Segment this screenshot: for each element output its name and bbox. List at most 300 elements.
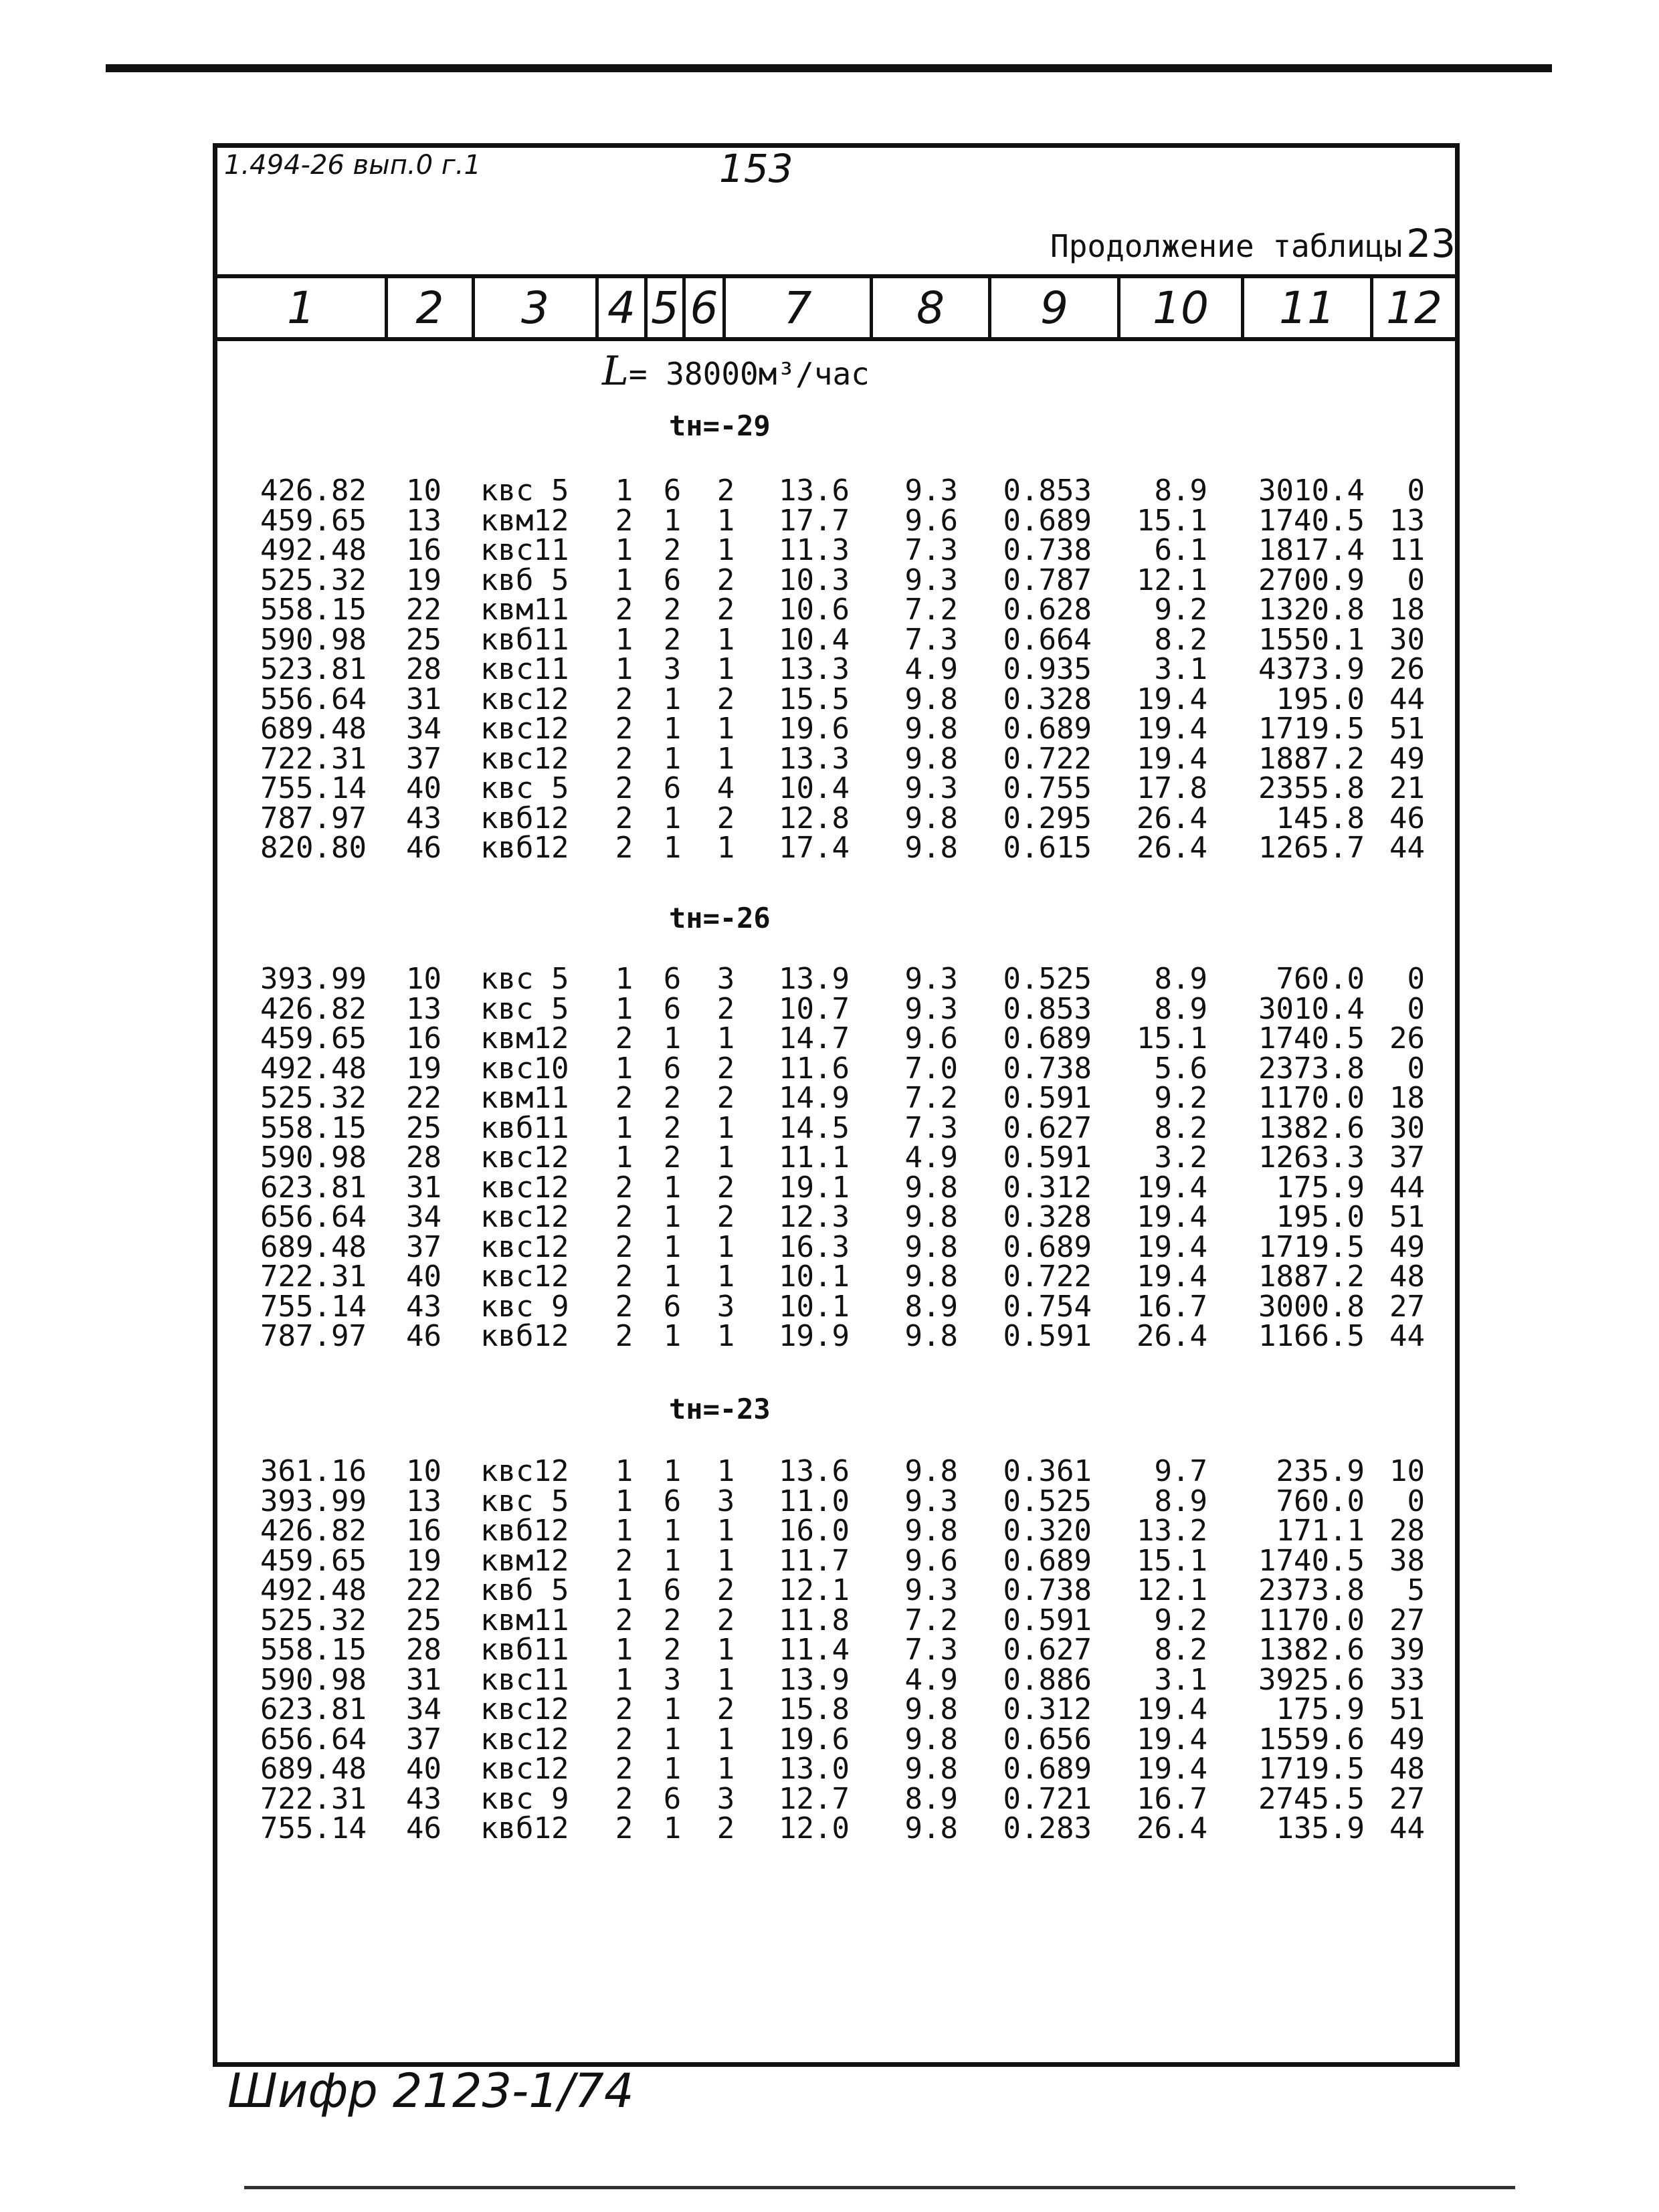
table-cell-col11: 1740.5 (1258, 503, 1365, 538)
table-cell-col4: 2 (615, 1811, 633, 1845)
table-cell-col1: 492.48 (260, 1051, 367, 1086)
table-cell-col5: 6 (663, 1051, 682, 1086)
table-cell-col4: 2 (615, 1200, 633, 1234)
table-cell-col3: квс12 (480, 741, 569, 776)
flow-symbol: L (602, 348, 629, 395)
table-cell-col12: 26 (1389, 1021, 1425, 1055)
table-cell-col6: 2 (716, 991, 735, 1026)
table-cell-col3: квб12 (480, 1319, 569, 1353)
table-cell-col9: 0.328 (1003, 682, 1092, 716)
table-cell-col9: 0.312 (1003, 1692, 1092, 1726)
table-cell-col2: 16 (406, 1514, 442, 1548)
table-cell-col7: 12.0 (779, 1811, 850, 1845)
table-cell-col10: 15.1 (1137, 503, 1207, 538)
table-cell-col7: 11.3 (779, 533, 850, 567)
table-cell-col8: 9.8 (904, 712, 958, 746)
table-cell-col10: 9.2 (1154, 593, 1207, 627)
table-cell-col8: 9.8 (904, 1811, 958, 1845)
table-cell-col3: квс12 (480, 1752, 569, 1786)
table-cell-col6: 1 (716, 741, 735, 776)
table-cell-col11: 1887.2 (1258, 741, 1365, 776)
table-cell-col10: 8.9 (1154, 991, 1207, 1026)
table-cell-col3: квс 5 (480, 991, 569, 1026)
table-cell-col8: 9.3 (904, 1573, 958, 1607)
table-cell-col1: 393.99 (260, 962, 367, 996)
table-cell-col2: 25 (406, 622, 442, 657)
table-cell-col7: 12.3 (779, 1200, 850, 1234)
table-cell-col11: 1170.0 (1258, 1081, 1365, 1115)
table-cell-col12: 37 (1389, 1140, 1425, 1175)
table-row (0, 1110, 1659, 1145)
table-cell-col4: 2 (615, 1229, 633, 1264)
table-cell-col3: квб11 (480, 622, 569, 657)
table-cell-col10: 16.7 (1137, 1289, 1207, 1324)
footer-cipher: Шифр 2123-1/74 (227, 2064, 634, 2118)
table-cell-col2: 16 (406, 1021, 442, 1055)
section-title: tн=-23 (669, 1393, 771, 1425)
table-cell-col3: квс12 (480, 1140, 569, 1175)
table-cell-col6: 3 (716, 1781, 735, 1816)
table-cell-col8: 7.2 (904, 1603, 958, 1637)
table-row (0, 1754, 1659, 1785)
table-cell-col12: 30 (1389, 1110, 1425, 1145)
table-cell-col2: 43 (406, 1289, 442, 1324)
table-cell-col10: 26.4 (1137, 801, 1207, 835)
table-cell-col5: 1 (663, 1200, 682, 1234)
table-cell-col11: 1170.0 (1258, 1603, 1365, 1637)
table-cell-col12: 51 (1389, 1692, 1425, 1726)
table-cell-col12: 46 (1389, 801, 1425, 835)
table-cell-col10: 19.4 (1137, 1260, 1207, 1294)
table-cell-col9: 0.283 (1003, 1811, 1092, 1845)
table-cell-col10: 19.4 (1137, 1200, 1207, 1234)
table-cell-col12: 44 (1389, 1811, 1425, 1845)
table-cell-col2: 22 (406, 1081, 442, 1115)
table-cell-col4: 1 (615, 1633, 633, 1667)
table-cell-col5: 1 (663, 1319, 682, 1353)
section-rows (0, 1454, 1659, 1845)
table-cell-col1: 525.32 (260, 1603, 367, 1637)
table-cell-col7: 12.8 (779, 801, 850, 835)
table-cell-col8: 8.9 (904, 1781, 958, 1816)
table-cell-col3: квс12 (480, 682, 569, 716)
table-cell-col9: 0.689 (1003, 503, 1092, 538)
table-cell-col7: 10.1 (779, 1260, 850, 1294)
table-cell-col6: 2 (716, 593, 735, 627)
table-cell-col9: 0.738 (1003, 1573, 1092, 1607)
table-cell-col1: 459.65 (260, 1543, 367, 1578)
table-cell-col8: 9.6 (904, 1021, 958, 1055)
table-cell-col11: 1719.5 (1258, 1752, 1365, 1786)
table-row (0, 1692, 1659, 1726)
section-rows (0, 476, 1659, 864)
table-cell-col4: 2 (615, 682, 633, 716)
table-row (0, 1722, 1659, 1756)
table-cell-col6: 2 (716, 1170, 735, 1205)
table-cell-col2: 28 (406, 652, 442, 686)
table-cell-col6: 1 (716, 1110, 735, 1145)
table-cell-col8: 7.3 (904, 1633, 958, 1667)
table-row (0, 1170, 1659, 1205)
table-row (0, 563, 1659, 597)
table-cell-col1: 656.64 (260, 1200, 367, 1234)
table-cell-col3: квс12 (480, 1722, 569, 1756)
table-cell-col6: 1 (716, 1722, 735, 1756)
table-cell-col12: 0 (1407, 1051, 1425, 1086)
table-cell-col4: 2 (615, 1752, 633, 1786)
column-header-1: 1 (217, 278, 388, 337)
table-cell-col1: 492.48 (260, 533, 367, 567)
table-cell-col11: 1265.7 (1258, 831, 1365, 865)
table-cell-col11: 1740.5 (1258, 1021, 1365, 1055)
table-cell-col6: 1 (716, 1140, 735, 1175)
table-cell-col4: 1 (615, 563, 633, 597)
table-cell-col9: 0.689 (1003, 1543, 1092, 1578)
table-cell-col3: квс12 (480, 1229, 569, 1264)
table-cell-col5: 2 (663, 533, 682, 567)
table-cell-col1: 722.31 (260, 741, 367, 776)
table-cell-col9: 0.935 (1003, 652, 1092, 686)
table-cell-col3: квс12 (480, 1200, 569, 1234)
table-cell-col5: 6 (663, 1573, 682, 1607)
table-cell-col11: 195.0 (1276, 1200, 1365, 1234)
table-cell-col2: 31 (406, 682, 442, 716)
table-cell-col6: 2 (716, 563, 735, 597)
table-cell-col1: 556.64 (260, 682, 367, 716)
table-row (0, 1781, 1659, 1816)
table-cell-col4: 1 (615, 533, 633, 567)
table-cell-col8: 9.6 (904, 1543, 958, 1578)
table-cell-col5: 1 (663, 682, 682, 716)
table-cell-col12: 33 (1389, 1662, 1425, 1697)
table-cell-col11: 1740.5 (1258, 1543, 1365, 1578)
table-cell-col10: 17.8 (1137, 771, 1207, 805)
table-cell-col4: 2 (615, 1289, 633, 1324)
table-cell-col5: 2 (663, 1633, 682, 1667)
table-cell-col4: 2 (615, 1081, 633, 1115)
table-cell-col1: 459.65 (260, 1021, 367, 1055)
table-cell-col7: 12.7 (779, 1781, 850, 1816)
table-cell-col1: 459.65 (260, 503, 367, 538)
table-cell-col8: 9.8 (904, 1200, 958, 1234)
table-cell-col9: 0.722 (1003, 1260, 1092, 1294)
table-cell-col1: 426.82 (260, 474, 367, 508)
table-cell-col6: 1 (716, 503, 735, 538)
table-cell-col7: 10.6 (779, 593, 850, 627)
table-cell-col12: 49 (1389, 1229, 1425, 1264)
table-cell-col5: 6 (663, 991, 682, 1026)
table-cell-col11: 1719.5 (1258, 712, 1365, 746)
table-cell-col3: квб12 (480, 831, 569, 865)
table-cell-col5: 6 (663, 771, 682, 805)
table-cell-col10: 8.9 (1154, 474, 1207, 508)
table-cell-col12: 48 (1389, 1260, 1425, 1294)
table-cell-col8: 9.8 (904, 801, 958, 835)
table-cell-col12: 44 (1389, 1170, 1425, 1205)
table-row (0, 1603, 1659, 1637)
table-cell-col4: 2 (615, 771, 633, 805)
table-cell-col7: 13.9 (779, 962, 850, 996)
table-cell-col8: 9.3 (904, 771, 958, 805)
table-cell-col9: 0.591 (1003, 1140, 1092, 1175)
table-cell-col12: 0 (1407, 1484, 1425, 1518)
table-cell-col6: 2 (716, 801, 735, 835)
table-cell-col9: 0.295 (1003, 801, 1092, 835)
table-cell-col1: 558.15 (260, 593, 367, 627)
table-cell-col3: квс11 (480, 652, 569, 686)
column-header-2: 2 (388, 278, 475, 337)
table-cell-col8: 9.3 (904, 474, 958, 508)
table-cell-col8: 9.3 (904, 962, 958, 996)
table-row (0, 1262, 1659, 1292)
table-cell-col11: 760.0 (1276, 962, 1365, 996)
table-cell-col10: 9.2 (1154, 1603, 1207, 1637)
table-cell-col7: 19.6 (779, 712, 850, 746)
table-cell-col1: 590.98 (260, 1662, 367, 1697)
table-cell-col4: 2 (615, 1543, 633, 1578)
table-cell-col7: 11.7 (779, 1543, 850, 1578)
table-cell-col2: 43 (406, 801, 442, 835)
section-rows (0, 962, 1659, 1353)
table-cell-col3: квс12 (480, 1692, 569, 1726)
section-title: tн=-29 (669, 409, 771, 442)
table-row (0, 991, 1659, 1026)
table-cell-col4: 1 (615, 1514, 633, 1548)
table-cell-col9: 0.886 (1003, 1662, 1092, 1697)
table-cell-col4: 2 (615, 593, 633, 627)
table-cell-col9: 0.853 (1003, 474, 1092, 508)
table-cell-col6: 1 (716, 831, 735, 865)
table-row (0, 1229, 1659, 1264)
table-cell-col5: 1 (663, 1229, 682, 1264)
table-cell-col3: квс12 (480, 1454, 569, 1488)
table-cell-col1: 820.80 (260, 831, 367, 865)
table-cell-col1: 525.32 (260, 563, 367, 597)
table-cell-col6: 2 (716, 1051, 735, 1086)
table-cell-col10: 19.4 (1137, 682, 1207, 716)
column-header-10: 10 (1120, 278, 1244, 337)
table-cell-col3: квб12 (480, 1811, 569, 1845)
table-cell-col7: 10.3 (779, 563, 850, 597)
table-cell-col11: 1719.5 (1258, 1229, 1365, 1264)
table-cell-col3: квм12 (480, 1543, 569, 1578)
table-cell-col5: 6 (663, 962, 682, 996)
table-cell-col5: 2 (663, 1603, 682, 1637)
table-cell-col9: 0.591 (1003, 1081, 1092, 1115)
table-row (0, 833, 1659, 864)
table-cell-col2: 40 (406, 1260, 442, 1294)
table-cell-col7: 13.0 (779, 1752, 850, 1786)
table-cell-col2: 13 (406, 991, 442, 1026)
table-cell-col2: 13 (406, 1484, 442, 1518)
table-cell-col8: 9.8 (904, 1752, 958, 1786)
bottom-rule (244, 2186, 1515, 2189)
table-cell-col9: 0.525 (1003, 962, 1092, 996)
table-cell-col7: 11.0 (779, 1484, 850, 1518)
table-cell-col11: 175.9 (1276, 1170, 1365, 1205)
table-cell-col4: 2 (615, 1170, 633, 1205)
table-cell-col7: 19.6 (779, 1722, 850, 1756)
table-cell-col12: 51 (1389, 712, 1425, 746)
table-cell-col11: 1559.6 (1258, 1722, 1365, 1756)
table-cell-col8: 7.3 (904, 533, 958, 567)
table-cell-col8: 9.3 (904, 991, 958, 1026)
table-cell-col10: 19.4 (1137, 1692, 1207, 1726)
table-cell-col5: 2 (663, 1140, 682, 1175)
table-cell-col5: 1 (663, 741, 682, 776)
table-row (0, 801, 1659, 835)
table-cell-col12: 27 (1389, 1781, 1425, 1816)
table-cell-col12: 27 (1389, 1289, 1425, 1324)
table-cell-col12: 0 (1407, 474, 1425, 508)
table-cell-col12: 49 (1389, 1722, 1425, 1756)
table-cell-col10: 19.4 (1137, 712, 1207, 746)
table-cell-col12: 0 (1407, 563, 1425, 597)
table-cell-col5: 1 (663, 831, 682, 865)
table-cell-col5: 1 (663, 1811, 682, 1845)
table-cell-col10: 8.9 (1154, 962, 1207, 996)
table-row (0, 962, 1659, 996)
table-cell-col9: 0.689 (1003, 712, 1092, 746)
table-cell-col1: 787.97 (260, 1319, 367, 1353)
table-cell-col6: 1 (716, 1514, 735, 1548)
table-cell-col12: 28 (1389, 1514, 1425, 1548)
table-cell-col9: 0.361 (1003, 1454, 1092, 1488)
table-row (0, 1051, 1659, 1086)
table-row (0, 714, 1659, 744)
table-cell-col12: 51 (1389, 1200, 1425, 1234)
table-cell-col4: 1 (615, 962, 633, 996)
table-cell-col3: квс12 (480, 1260, 569, 1294)
table-cell-col6: 1 (716, 652, 735, 686)
table-cell-col2: 34 (406, 1200, 442, 1234)
table-cell-col11: 1382.6 (1258, 1633, 1365, 1667)
table-cell-col9: 0.312 (1003, 1170, 1092, 1205)
table-cell-col1: 722.31 (260, 1260, 367, 1294)
table-cell-col8: 9.8 (904, 1722, 958, 1756)
table-cell-col12: 0 (1407, 991, 1425, 1026)
table-row (0, 682, 1659, 716)
table-cell-col7: 15.8 (779, 1692, 850, 1726)
table-cell-col9: 0.627 (1003, 1633, 1092, 1667)
continuation-caption (1050, 221, 1456, 266)
table-cell-col2: 37 (406, 741, 442, 776)
table-cell-col4: 2 (615, 1722, 633, 1756)
table-cell-col2: 22 (406, 593, 442, 627)
table-cell-col8: 4.9 (904, 1140, 958, 1175)
table-cell-col9: 0.853 (1003, 991, 1092, 1026)
table-cell-col6: 2 (716, 682, 735, 716)
table-cell-col8: 9.8 (904, 1692, 958, 1726)
table-cell-col2: 46 (406, 831, 442, 865)
table-cell-col5: 1 (663, 1692, 682, 1726)
column-header-11: 11 (1244, 278, 1373, 337)
table-cell-col1: 492.48 (260, 1573, 367, 1607)
table-cell-col5: 1 (663, 712, 682, 746)
table-cell-col2: 10 (406, 1454, 442, 1488)
continuation-label: Продолжение таблицы (1050, 228, 1403, 264)
table-cell-col11: 171.1 (1276, 1514, 1365, 1548)
table-cell-col7: 13.6 (779, 1454, 850, 1488)
table-cell-col3: квб11 (480, 1633, 569, 1667)
section-title: tн=-26 (669, 902, 771, 934)
table-cell-col11: 1263.3 (1258, 1140, 1365, 1175)
table-cell-col8: 9.8 (904, 1454, 958, 1488)
table-cell-col2: 46 (406, 1811, 442, 1845)
table-cell-col8: 7.2 (904, 593, 958, 627)
table-row (0, 1573, 1659, 1607)
table-cell-col6: 1 (716, 533, 735, 567)
table-cell-col3: квс 5 (480, 1484, 569, 1518)
table-cell-col2: 43 (406, 1781, 442, 1816)
table-cell-col7: 14.9 (779, 1081, 850, 1115)
table-cell-col7: 17.7 (779, 503, 850, 538)
table-cell-col1: 393.99 (260, 1484, 367, 1518)
table-cell-col9: 0.320 (1003, 1514, 1092, 1548)
table-cell-col2: 10 (406, 962, 442, 996)
table-row (0, 1319, 1659, 1353)
table-cell-col10: 16.7 (1137, 1781, 1207, 1816)
table-cell-col6: 1 (716, 1543, 735, 1578)
table-cell-col11: 2373.8 (1258, 1573, 1365, 1607)
column-header-3: 3 (475, 278, 599, 337)
table-cell-col7: 14.5 (779, 1110, 850, 1145)
table-cell-col4: 1 (615, 1573, 633, 1607)
table-cell-col7: 12.1 (779, 1573, 850, 1607)
table-cell-col10: 26.4 (1137, 1811, 1207, 1845)
table-cell-col3: квс 5 (480, 771, 569, 805)
table-cell-col4: 1 (615, 1110, 633, 1145)
table-cell-col10: 6.1 (1154, 533, 1207, 567)
table-cell-col5: 1 (663, 503, 682, 538)
table-cell-col1: 689.48 (260, 712, 367, 746)
table-cell-col4: 2 (615, 831, 633, 865)
table-cell-col11: 3925.6 (1258, 1662, 1365, 1697)
table-cell-col5: 1 (663, 1514, 682, 1548)
table-cell-col2: 25 (406, 1603, 442, 1637)
table-cell-col12: 44 (1389, 682, 1425, 716)
table-cell-col5: 1 (663, 1170, 682, 1205)
table-cell-col1: 590.98 (260, 622, 367, 657)
table-cell-col3: квс11 (480, 1662, 569, 1697)
table-cell-col11: 235.9 (1276, 1454, 1365, 1488)
table-cell-col12: 11 (1389, 533, 1425, 567)
table-cell-col2: 34 (406, 712, 442, 746)
table-cell-col4: 2 (615, 741, 633, 776)
table-cell-col12: 44 (1389, 1319, 1425, 1353)
table-cell-col8: 9.8 (904, 1514, 958, 1548)
table-cell-col4: 2 (615, 1319, 633, 1353)
table-cell-col8: 7.3 (904, 1110, 958, 1145)
table-cell-col6: 2 (716, 1603, 735, 1637)
table-cell-col8: 4.9 (904, 652, 958, 686)
table-cell-col8: 9.8 (904, 741, 958, 776)
table-row (0, 595, 1659, 625)
table-row (0, 1635, 1659, 1666)
table-cell-col1: 656.64 (260, 1722, 367, 1756)
table-cell-col10: 8.2 (1154, 1633, 1207, 1667)
table-cell-col6: 2 (716, 474, 735, 508)
column-header-6: 6 (686, 278, 726, 337)
table-cell-col3: квс11 (480, 533, 569, 567)
table-cell-col12: 10 (1389, 1454, 1425, 1488)
table-cell-col2: 28 (406, 1140, 442, 1175)
table-row (0, 1200, 1659, 1234)
table-number: 23 (1406, 221, 1456, 266)
table-cell-col6: 2 (716, 1811, 735, 1845)
table-cell-col11: 195.0 (1276, 682, 1365, 716)
table-cell-col4: 2 (615, 1603, 633, 1637)
